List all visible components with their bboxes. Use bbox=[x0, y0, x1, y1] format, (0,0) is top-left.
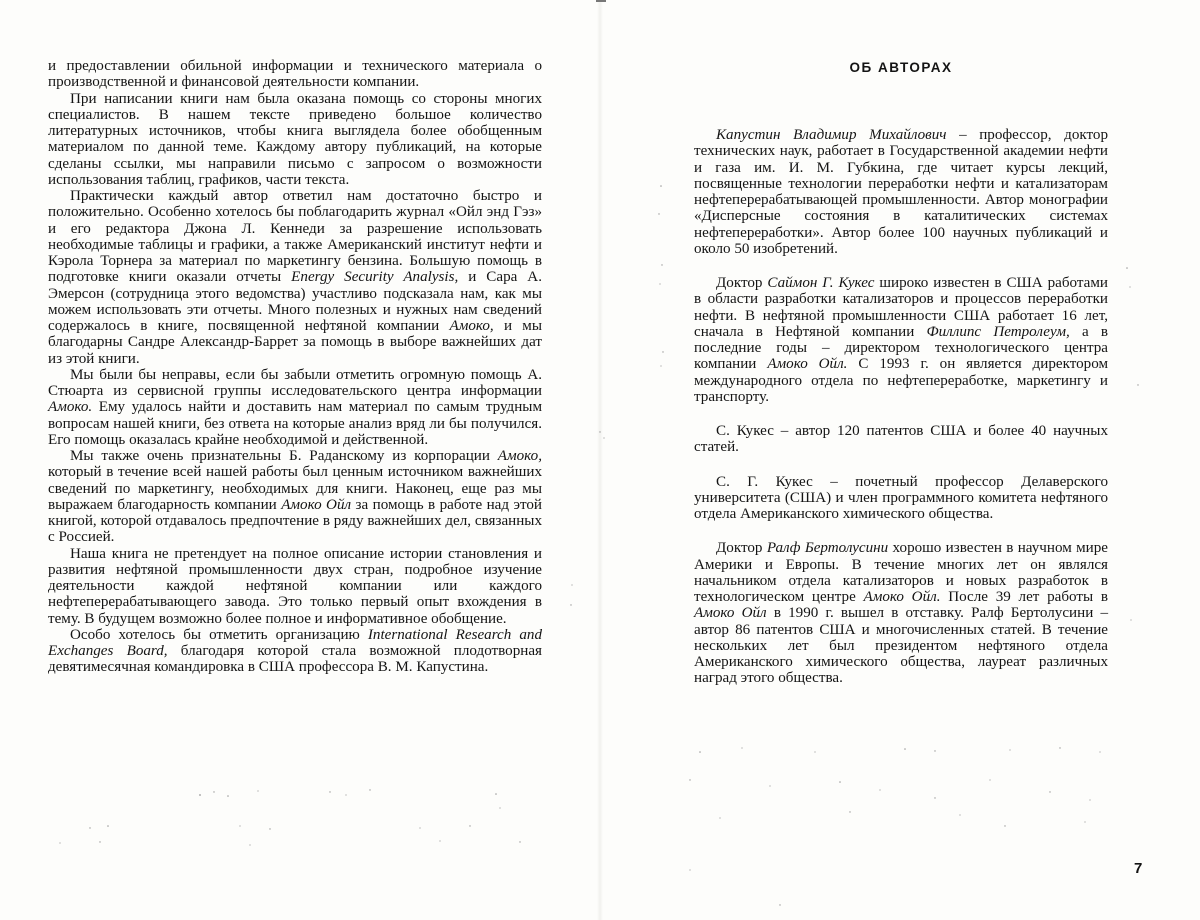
text-run: С. Г. Кукес – почетный профессор Делаверского университета (США) и член программного комитета нефтяного отдела Американского химического общества. bbox=[694, 473, 1108, 522]
italic-text-run: Ралф Бертолусини bbox=[766, 540, 889, 557]
italic-text-run: Амоко Ойл bbox=[281, 496, 352, 513]
paragraph bbox=[48, 448, 542, 546]
text-run: хорошо известен в научном мире Америки и Европы. В течение многих лет он являлся начальником отдела катализаторов и новых разработок в технологическом центре bbox=[694, 540, 1108, 605]
paragraph bbox=[48, 627, 542, 676]
text-run: широко известен в США работами в области разработки катализаторов и процессов переработки нефти. В нефтяной промышленности США работает 16 лет, сначала в Нефтяной компании bbox=[694, 275, 1108, 340]
author-paragraph bbox=[694, 275, 1108, 405]
text-run: С. Кукес – автор 120 патентов США и более 40 научных статей. bbox=[694, 423, 1108, 456]
author-paragraph bbox=[694, 127, 1108, 257]
paragraph bbox=[48, 188, 542, 367]
text-run: за помощь в работе над этой книгой, которой отдавалось предпочтение в ряду важнейших дел, связанных с Россией. bbox=[48, 496, 543, 546]
italic-text-run: Амоко Ойл. bbox=[767, 356, 848, 373]
italic-text-run: Амоко, bbox=[497, 448, 542, 464]
text-run: который в течение всей нашей работы был ценным источником важнейших сведений по маркетингу, необходимых для книги. Наконец, еще раз мы выражаем благодарность компании bbox=[48, 464, 542, 513]
italic-text-run: Амоко Ойл. bbox=[863, 589, 941, 605]
italic-text-run: Саймон Г. Кукес bbox=[767, 275, 875, 291]
text-run: и Сара А. Эмерсон (сотрудница этого ведомства) участливо подсказала нам, как мы можем использовать эти отчеты. Много полезных и нужных нам сведений содержалось в книге, посвященной нефтяной компании bbox=[48, 269, 542, 334]
author-paragraph bbox=[694, 423, 1108, 456]
italic-text-run: Капустин Владимир Михайлович bbox=[716, 127, 947, 143]
section-heading: ОБ АВТОРАХ bbox=[849, 60, 953, 75]
italic-text-run: Амоко Ойл bbox=[694, 605, 767, 622]
paragraph bbox=[48, 367, 542, 448]
left-page-text bbox=[48, 58, 542, 676]
text-run: а в последние годы – директором технологического центра компании bbox=[694, 323, 1108, 373]
paragraph bbox=[48, 58, 542, 91]
text-run: С 1993 г. он является директором международного отдела по нефтепереработке, маркетингу и транспорту. bbox=[694, 356, 1108, 405]
text-run: благодаря которой стала возможной плодотворная девятимесячная командировка в США профессора В. М. Капустина. bbox=[48, 643, 542, 676]
page-number: 7 bbox=[1134, 860, 1143, 877]
text-run: Мы также очень признательны Б. Раданскому из корпорации bbox=[70, 448, 498, 464]
italic-text-run: International Research and Exchanges Board, bbox=[48, 626, 542, 659]
text-run: Особо хотелось бы отметить организацию bbox=[70, 626, 368, 643]
italic-text-run: Амоко. bbox=[48, 399, 93, 416]
text-run: Практически каждый автор ответил нам достаточно быстро и положительно. Особенно хотелось бы поблагодарить журнал «Ойл энд Гэз» и его редактора Джона Л. Кеннеди за разрешение использовать необходимые таблицы и графики, а также Американский институт нефти и Кэрола Торнера за материал по маркетингу бензина. Большую помощь в подготовке книги оказали отчеты bbox=[48, 188, 542, 286]
text-run: При написании книги нам была оказана помощь со стороны многих специалистов. В нашем тексте приведено большое количество литературных источников, чтобы книга выглядела более обобщенным материалом по данной теме. Каждому автору публикаций, на которые сделаны ссылки, мы направили письмо с запросом о возможности использования таблиц, графиков, части текста. bbox=[48, 90, 542, 188]
text-run: Наша книга не претендует на полное описание истории становления и развития нефтяной промышленности двух стран, подробное изучение деятельности каждой нефтяной компании или каждого нефтеперерабатывающего завода. Это только первый опыт вхождения в тему. В будущем возможно более полное и информативное обобщение. bbox=[48, 545, 542, 627]
text-run: – профессор, доктор технических наук, работает в Государственной академии нефти и газа им. И. М. Губкина, где читает курсы лекций, посвященные технологии переработки нефти и катализаторам нефтеперерабатывающей промышленности. Автор монографии «Дисперсные состояния в каталитических системах нефтепереработки». Автор более 100 научных публикаций и около 50 изобретений. bbox=[694, 127, 1108, 257]
text-run: и предоставлении обильной информации и технического материала о производственной и финансовой деятельности компании. bbox=[48, 58, 542, 91]
text-run: и мы благодарны Сандре Александр-Баррет за помощь в выборе важнейших дат из этой книги. bbox=[48, 318, 542, 367]
text-run: Доктор bbox=[716, 540, 767, 557]
text-run: в 1990 г. вышел в отставку. Ралф Бертолусини – автор 86 патентов США и многочисленных статей. В течение нескольких лет был президентом нефтяного отдела Американского химического общества, лауреат различных наград этого общества. bbox=[694, 605, 1108, 687]
right-page-text bbox=[694, 127, 1108, 687]
text-run: После 39 лет работы в bbox=[940, 589, 1108, 605]
paragraph bbox=[48, 546, 542, 627]
italic-text-run: Energy Security Analysis, bbox=[291, 269, 459, 286]
text-run: Доктор bbox=[716, 275, 768, 291]
text-run: Мы были бы неправы, если бы забыли отметить огромную помощь А. Стюарта из сервисной группы исследовательского центра информации bbox=[48, 366, 542, 399]
author-paragraph bbox=[694, 474, 1108, 523]
author-paragraph bbox=[694, 540, 1108, 686]
text-run: Ему удалось найти и доставить нам материал по самым трудным вопросам нашей книги, без ответа на которые анализ вряд ли бы получился. Его помощь оказалась крайне необходимой и действенной. bbox=[48, 399, 542, 448]
italic-text-run: Амоко, bbox=[449, 318, 494, 334]
paragraph bbox=[48, 91, 542, 189]
italic-text-run: Филлипс Петролеум, bbox=[926, 323, 1070, 340]
